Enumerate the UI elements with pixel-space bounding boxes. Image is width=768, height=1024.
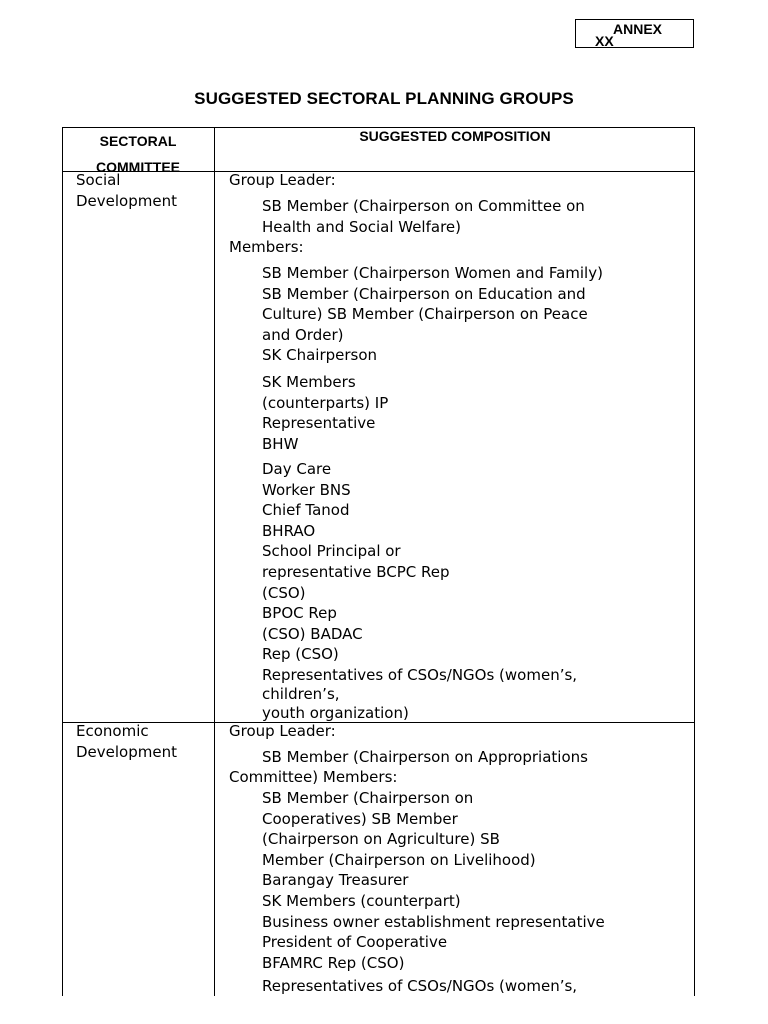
list-item: Day Care [262,460,332,478]
row-economic-members-block-2 [262,976,577,997]
row-social-members-heading: Members: [229,238,304,256]
list-item: Rep (CSO) [262,645,339,664]
list-item: President of Cooperative [262,933,448,952]
list-item: Representative [262,414,376,433]
list-item: Culture) SB Member (Chairperson on Peace [262,305,588,324]
list-item: Representatives of CSOs/NGOs (women’s, [262,665,578,684]
row-economic-members-block-1 [262,788,605,973]
list-item: (CSO) BADAC [262,624,363,643]
list-item: SB Member (Chairperson on Appropriations [262,748,588,766]
sector-name-line: Development [76,191,177,210]
annex-label-line1: ANNEX [613,21,663,37]
sector-name-line: Development [76,742,177,761]
list-item: SB Member (Chairperson on Education and [262,284,586,303]
list-item: BHRAO [262,521,316,540]
row-economic-members-heading: Committee) Members: [229,768,398,786]
row-economic-leader-heading: Group Leader: [229,722,336,740]
list-item: SK Members (counterpart) [262,891,461,910]
row-social-members-block-3 [262,459,577,723]
list-item: Health and Social Welfare) [262,217,461,236]
list-item: (CSO) [262,583,306,602]
header-suggested-composition: SUGGESTED COMPOSITION [359,128,551,144]
row-social-sector [76,170,177,211]
list-item: Business owner establishment representative [262,912,605,931]
annex-label-line2: XX [595,33,614,49]
list-item: School Principal or [262,542,401,561]
list-item: (counterparts) IP [262,393,389,412]
list-item: Cooperatives) SB Member [262,809,458,828]
sector-name-line: Social [76,171,121,189]
list-item: representative BCPC Rep [262,562,450,581]
annex-label [575,19,694,48]
list-item: BPOC Rep [262,604,337,623]
list-item: SK Chairperson [262,346,378,365]
row-social-leader-heading: Group Leader: [229,171,336,189]
list-item: SB Member (Chairperson Women and Family) [262,264,603,282]
list-item: Worker BNS [262,480,351,499]
header-sector-line2: COMMITTEE [96,159,180,175]
list-item: youth organization) [262,703,409,722]
list-item: and Order) [262,325,344,344]
list-item: Chief Tanod [262,501,350,520]
list-item: Barangay Treasurer [262,871,409,890]
list-item: SB Member (Chairperson on [262,789,474,807]
row-social-members-block-2 [262,372,388,454]
row-social-members-block-1 [262,263,603,366]
list-item: SB Member (Chairperson on Committee on [262,197,585,215]
list-item: SK Members [262,373,356,391]
table-column-divider [214,127,215,996]
document-title: SUGGESTED SECTORAL PLANNING GROUPS [194,89,574,108]
list-item: Representatives of CSOs/NGOs (women’s, [262,977,578,995]
list-item: Member (Chairperson on Livelihood) [262,850,536,869]
list-item: BFAMRC Rep (CSO) [262,953,405,972]
sector-name-line: Economic [76,722,149,740]
row-economic-leader [262,747,588,768]
list-item: children’s, [262,684,340,703]
row-economic-sector [76,721,177,762]
list-item: BHW [262,434,299,453]
row-social-leader [262,196,585,237]
header-sector-line1: SECTORAL [99,133,177,149]
list-item: (Chairperson on Agriculture) SB [262,830,500,849]
